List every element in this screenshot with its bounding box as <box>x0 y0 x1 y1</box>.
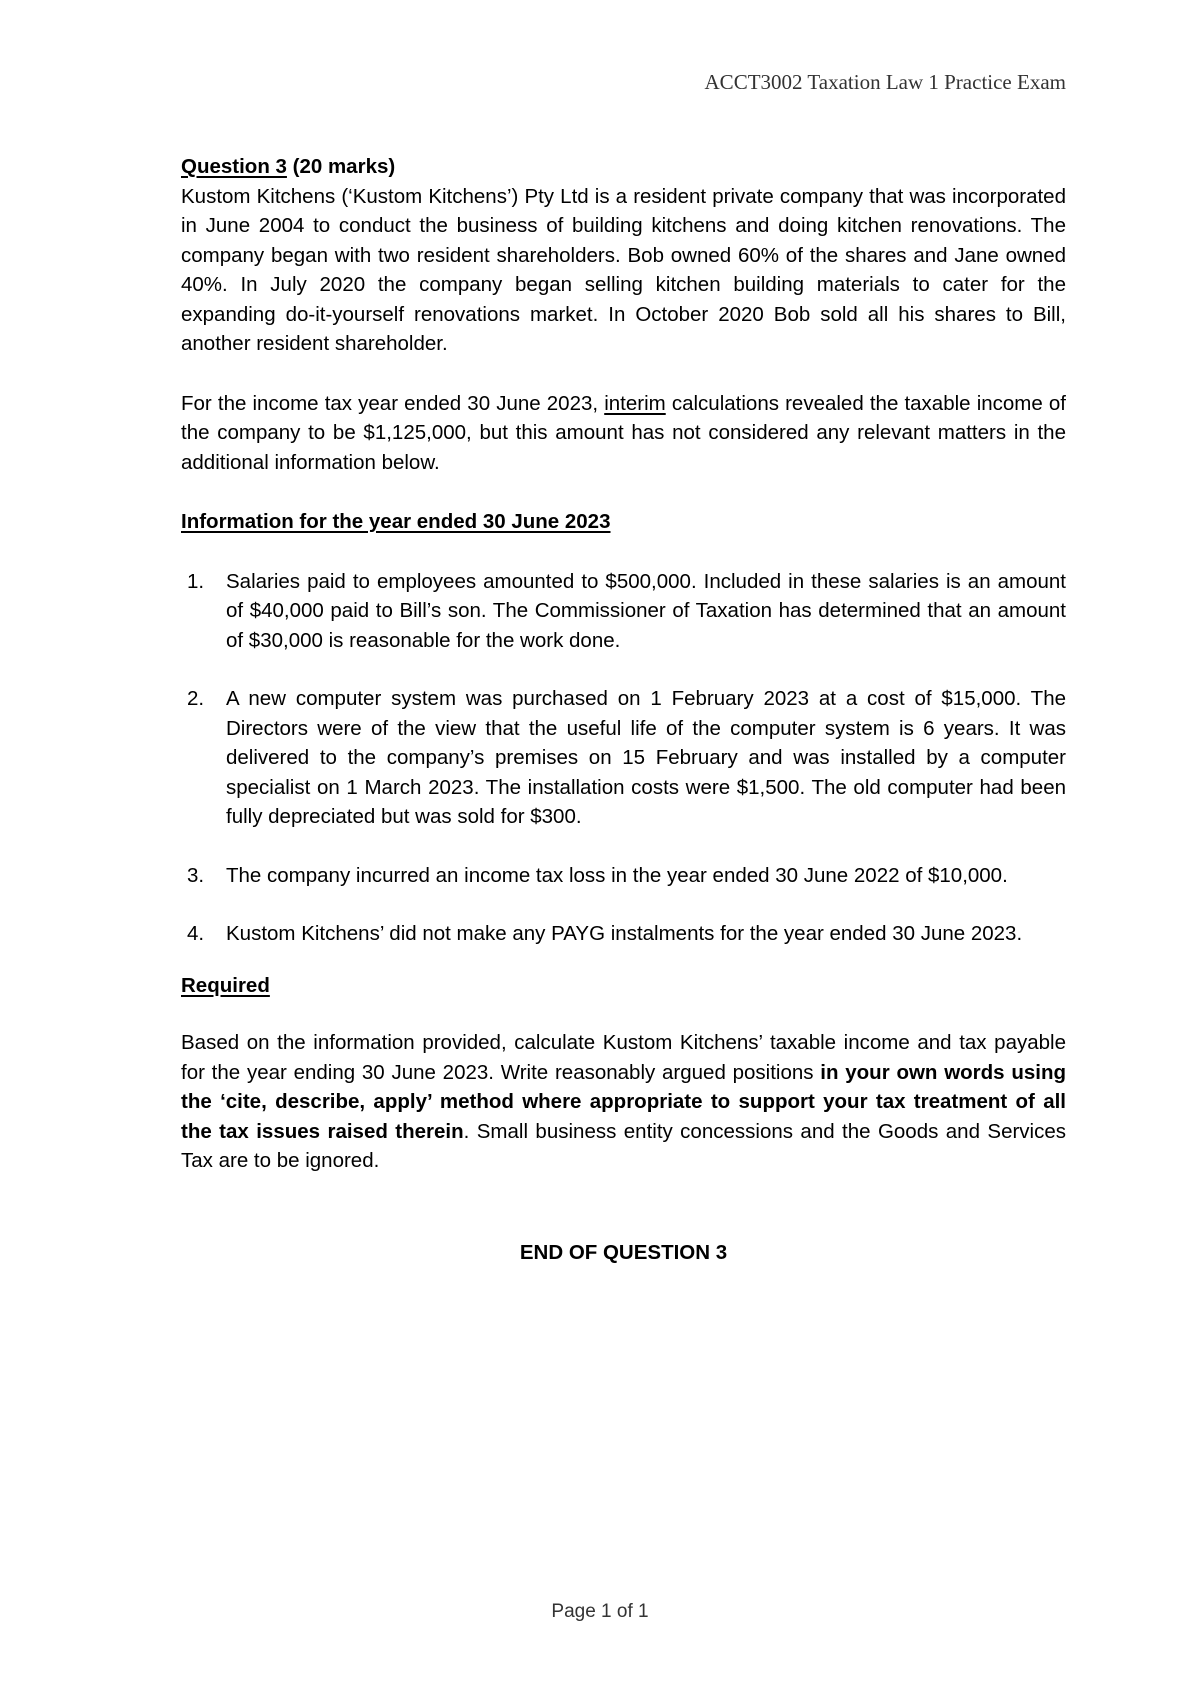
info-item-number: 2. <box>187 687 205 710</box>
interim-word: interim <box>604 391 666 415</box>
info-list-item <box>181 861 1066 891</box>
required-paragraph <box>181 1028 1066 1176</box>
info-item-number: 1. <box>187 569 205 593</box>
document-body <box>181 152 1066 1267</box>
page-header: ACCT3002 Taxation Law 1 Practice Exam <box>704 70 1066 94</box>
info-item-text: Kustom Kitchens’ did not make any PAYG instalments for the year ended 30 June 2023. <box>226 922 1023 945</box>
info-item-text: The company incurred an income tax loss in the year ended 30 June 2022 of $10,000. <box>226 863 1008 887</box>
question-title <box>181 152 1066 182</box>
info-item-text: A new computer system was purchased on 1 February 2023 at a cost of $15,000. The Directors were of the view that the useful life of the computer system is 6 years. It was delivered to the company’s premises on 15 February and was installed by a computer specialist on 1 March 2023. The installation costs were $1,500. The old computer had been fully depreciated but was sold for $300. <box>226 687 1066 828</box>
page-footer: Page 1 of 1 <box>551 1601 649 1622</box>
interim-text-before: For the income tax year ended 30 June 2023, <box>181 391 605 415</box>
required-text-before: Based on the information provided, calculate Kustom Kitchens’ taxable income and tax payable for the year ending 30 June 2023. Write reasonably argued positions <box>181 1031 1066 1084</box>
info-heading: Information for the year ended 30 June 2023 <box>181 510 611 533</box>
info-item-number: 4. <box>187 922 205 945</box>
info-item-text: Salaries paid to employees amounted to $500,000. Included in these salaries is an amount of $40,000 paid to Bill’s son. The Commissioner of Taxation has determined that an amount of $30,000 is reasonable for the work done. <box>226 569 1066 652</box>
interim-text-after: calculations revealed the taxable income of the company to be $1,125,000, but this amount has not considered any relevant matters in the additional information below. <box>181 391 1066 474</box>
end-of-question: END OF QUESTION 3 <box>519 1240 728 1264</box>
required-heading: Required <box>181 973 270 997</box>
question-title-number: Question 3 <box>181 155 287 178</box>
required-text-after: . Small business entity concessions and the Goods and Services Tax are to be ignored. <box>181 1119 1067 1172</box>
info-item-number: 3. <box>187 863 205 887</box>
info-list-item <box>181 684 1066 832</box>
question-intro-paragraph: Kustom Kitchens (‘Kustom Kitchens’) Pty Ltd is a resident private company that was incorporated in June 2004 to conduct the business of building kitchens and doing kitchen renovations. The company began with two resident shareholders. Bob owned 60% of the shares and Jane owned 40%. In July 2020 the company began selling kitchen building materials to cater for the expanding do-it-yourself renovations market. In October 2020 Bob sold all his shares to Bill, another resident shareholder. <box>181 184 1066 355</box>
question-title-marks: (20 marks) <box>286 155 396 178</box>
info-list <box>181 567 1066 949</box>
required-text-emphasis: in your own words using the ‘cite, describe, apply’ method where appropriate to support your tax treatment of all the tax issues raised therein <box>181 1060 1066 1143</box>
info-list-item <box>181 567 1066 656</box>
interim-paragraph <box>181 389 1066 478</box>
info-list-item <box>181 919 1066 949</box>
